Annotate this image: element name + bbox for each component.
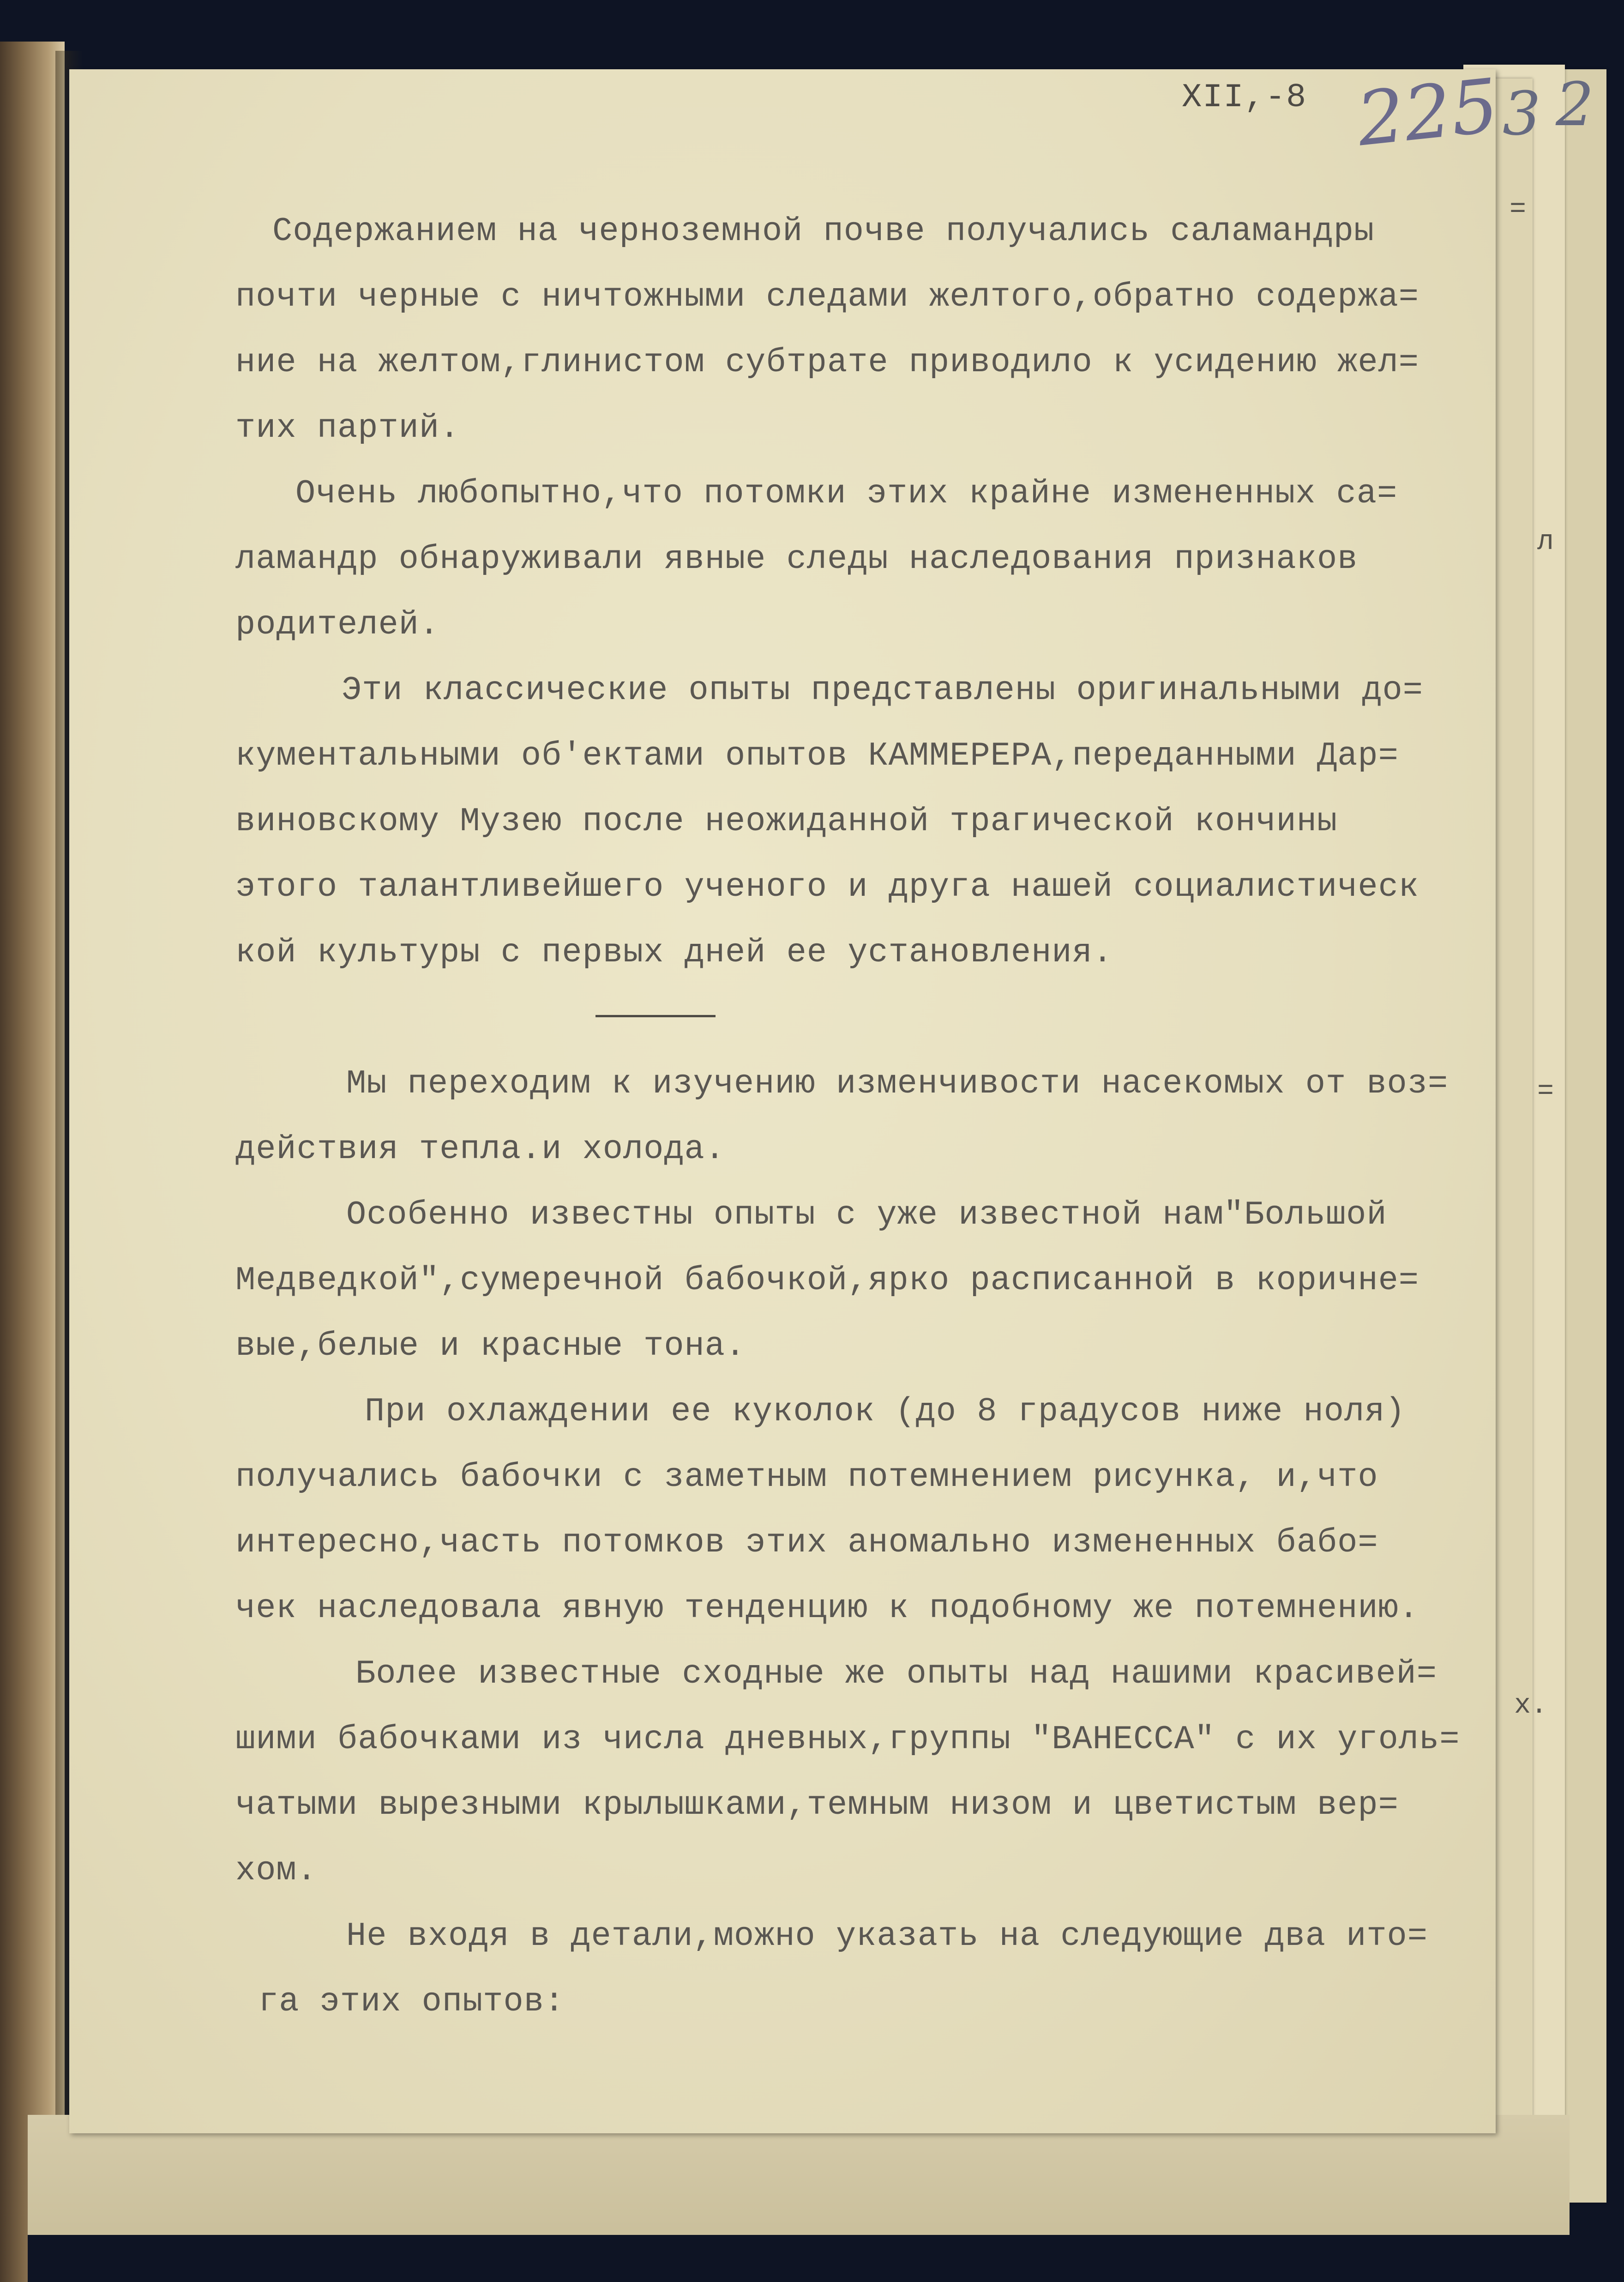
text-line: га этих опытов: bbox=[259, 1983, 565, 2021]
text-line: виновскому Музею после неожиданной трагической кончины bbox=[235, 803, 1338, 840]
edge-page-mark: 2 bbox=[1556, 69, 1594, 139]
underlying-text-fragment: х. bbox=[1514, 1690, 1548, 1721]
text-line: кументальными об'ектами опытов КАММЕРЕРА,переданными Дар= bbox=[235, 737, 1399, 775]
page-number: XII,-8 bbox=[1182, 78, 1307, 116]
text-line: действия тепла.и холода. bbox=[235, 1130, 725, 1168]
text-line: Содержанием на черноземной почве получались саламандры bbox=[272, 212, 1375, 250]
text-line: Эти классические опыты представлены оригинальными до= bbox=[342, 671, 1423, 709]
typed-text-body bbox=[235, 199, 1491, 2034]
text-line: кой культуры с первых дней ее установления. bbox=[235, 934, 1113, 972]
text-line: Мы переходим к изучению изменчивости насекомых от воз= bbox=[346, 1065, 1449, 1103]
text-line: шими бабочками из числа дневных,группы "ВАНЕССА" с их уголь= bbox=[235, 1721, 1460, 1758]
underlying-text-fragment: = bbox=[1510, 194, 1527, 225]
text-line: тих партий. bbox=[235, 409, 460, 447]
text-line: Очень любопытно,что потомки этих крайне измененных са= bbox=[295, 475, 1398, 513]
text-line: Более известные сходные же опыты над нашими красивей= bbox=[355, 1655, 1437, 1693]
text-line: Медведкой",сумеречной бабочкой,ярко расписанной в коричне= bbox=[235, 1262, 1419, 1299]
text-line: вые,белые и красные тона. bbox=[235, 1327, 746, 1365]
text-line: получались бабочки с заметным потемнением рисунка, и,что bbox=[235, 1458, 1378, 1496]
text-line: ламандр обнаруживали явные следы наследования признаков bbox=[235, 540, 1358, 578]
folder-cover bbox=[0, 42, 65, 2282]
section-divider bbox=[595, 1015, 716, 1017]
text-line: хом. bbox=[235, 1852, 317, 1890]
underlying-text-fragment: = bbox=[1537, 1076, 1554, 1107]
text-line: чек наследовала явную тенденцию к подобному же потемнению. bbox=[235, 1589, 1419, 1627]
text-line: интересно,часть потомков этих аномально измененных бабо= bbox=[235, 1524, 1378, 1562]
text-line: ние на желтом,глинистом субтрате приводило к усидению жел= bbox=[235, 344, 1419, 381]
underlying-text-fragment: л bbox=[1537, 526, 1554, 558]
text-line: родителей. bbox=[235, 606, 440, 644]
text-line: этого талантливейшего ученого и друга нашей социалистическ bbox=[235, 868, 1419, 906]
text-line: Особенно известны опыты с уже известной нам"Большой bbox=[346, 1196, 1387, 1234]
text-line: почти черные с ничтожными следами желтого,обратно содержа= bbox=[235, 278, 1419, 316]
text-line: При охлаждении ее куколок (до 8 градусов ниже ноля) bbox=[365, 1393, 1406, 1431]
bottom-background bbox=[28, 2235, 1597, 2282]
text-spacer bbox=[235, 985, 1491, 1051]
text-line: чатыми вырезными крылышками,темным низом и цветистым вер= bbox=[235, 1786, 1399, 1824]
text-line: Не входя в детали,можно указать на следующие два ито= bbox=[346, 1917, 1428, 1955]
edge-page-mark: 3 bbox=[1503, 78, 1541, 149]
handwritten-folio-number: 225 bbox=[1353, 62, 1503, 163]
